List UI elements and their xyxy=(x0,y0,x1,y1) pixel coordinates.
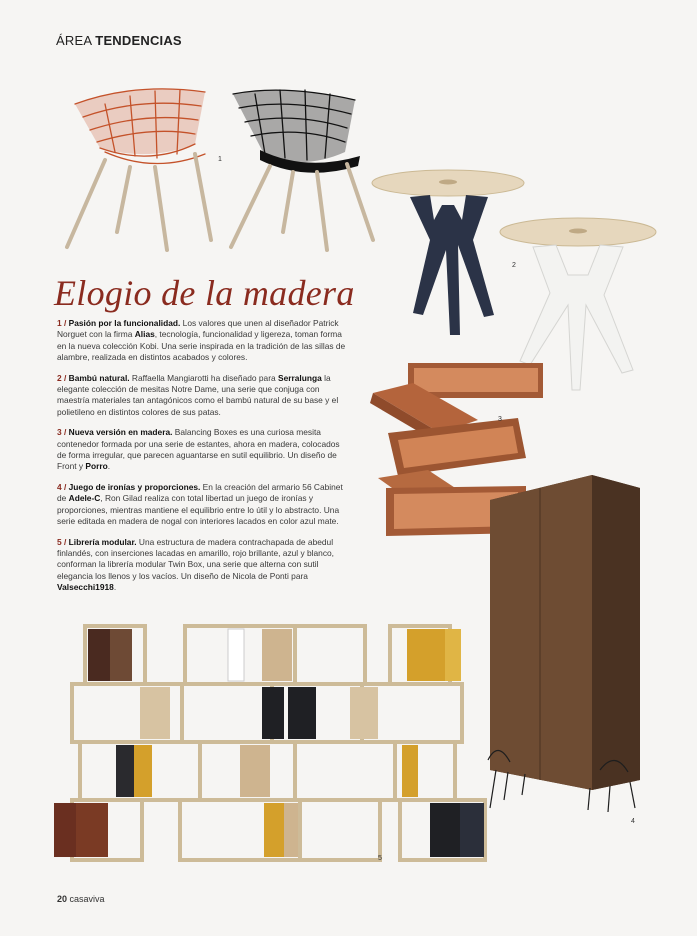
orange-wire-chair xyxy=(67,89,211,250)
wire-chairs-photo xyxy=(55,82,375,257)
walnut-cabinet-photo xyxy=(480,470,650,815)
article-2: 2 / Bambú natural. Raffaella Mangiarotti ha diseñado para Serralunga la elegante colección de mesitas Notre Dame, una serie que conjuga con maestría materiales tan antagónicos como el bambú natural de su base y el polietileno en distintos colores de sus patas. xyxy=(57,372,339,417)
page-footer xyxy=(57,894,105,904)
figure-number-5: 5 xyxy=(378,855,382,862)
figure-number-1: 1 xyxy=(218,156,222,163)
black-wire-chair xyxy=(231,90,373,250)
article-body xyxy=(57,318,349,603)
article-5: 5 / Librería modular. Una estructura de madera contrachapada de abedul finlandés, con inserciones lacadas en amarillo, rojo brillante, azul y blanco, conforman la librería modular Twin Box, una serie que alterna con sutil elegancia los llenos y los vacíos. Un diseño de Nicola de Ponti para Valsecchi1918. xyxy=(57,536,334,593)
figure-number-2: 2 xyxy=(512,262,516,269)
section-header xyxy=(56,33,182,48)
modular-bookcase-photo xyxy=(50,622,490,867)
section-title: TENDENCIAS xyxy=(95,33,182,48)
figure-number-4: 4 xyxy=(631,818,635,825)
headline: Elogio de la madera xyxy=(54,273,355,313)
figure-number-3: 3 xyxy=(498,416,502,423)
section-label: ÁREA xyxy=(56,33,92,48)
magazine-name: casaviva xyxy=(69,894,105,904)
article-3: 3 / Nueva versión en madera. Balancing Boxes es una curiosa mesita contenedor formada por una serie de estantes, ahora en madera, colocados de forma irregular, que parecen aguantarse en sutil equilibrio. Un diseño de Front y Porro. xyxy=(57,427,340,472)
page-number: 20 xyxy=(57,894,68,904)
navy-table xyxy=(372,170,524,335)
walnut-cabinet xyxy=(488,475,640,812)
article-4: 4 / Juego de ironías y proporciones. En la creación del armario 56 Cabinet de Adele-C, Ron Gilad realiza con total libertad un juego de ironías y proporciones, mientras mantiene el equilibrio entre lo útil y lo abstracto. Una serie editada en madera de nogal con interiores lacados en color azul mate. xyxy=(57,481,343,527)
article-1: 1 / Pasión por la funcionalidad. Los valores que unen al diseñador Patrick Norguet con la firma Alias, tecnología, funcionalidad y ligereza, toman forma en la nueva colección Kobi. Una serie inspirada en la tradición de las sillas de alambre, realizada en distintos acabados y colores. xyxy=(57,318,346,363)
